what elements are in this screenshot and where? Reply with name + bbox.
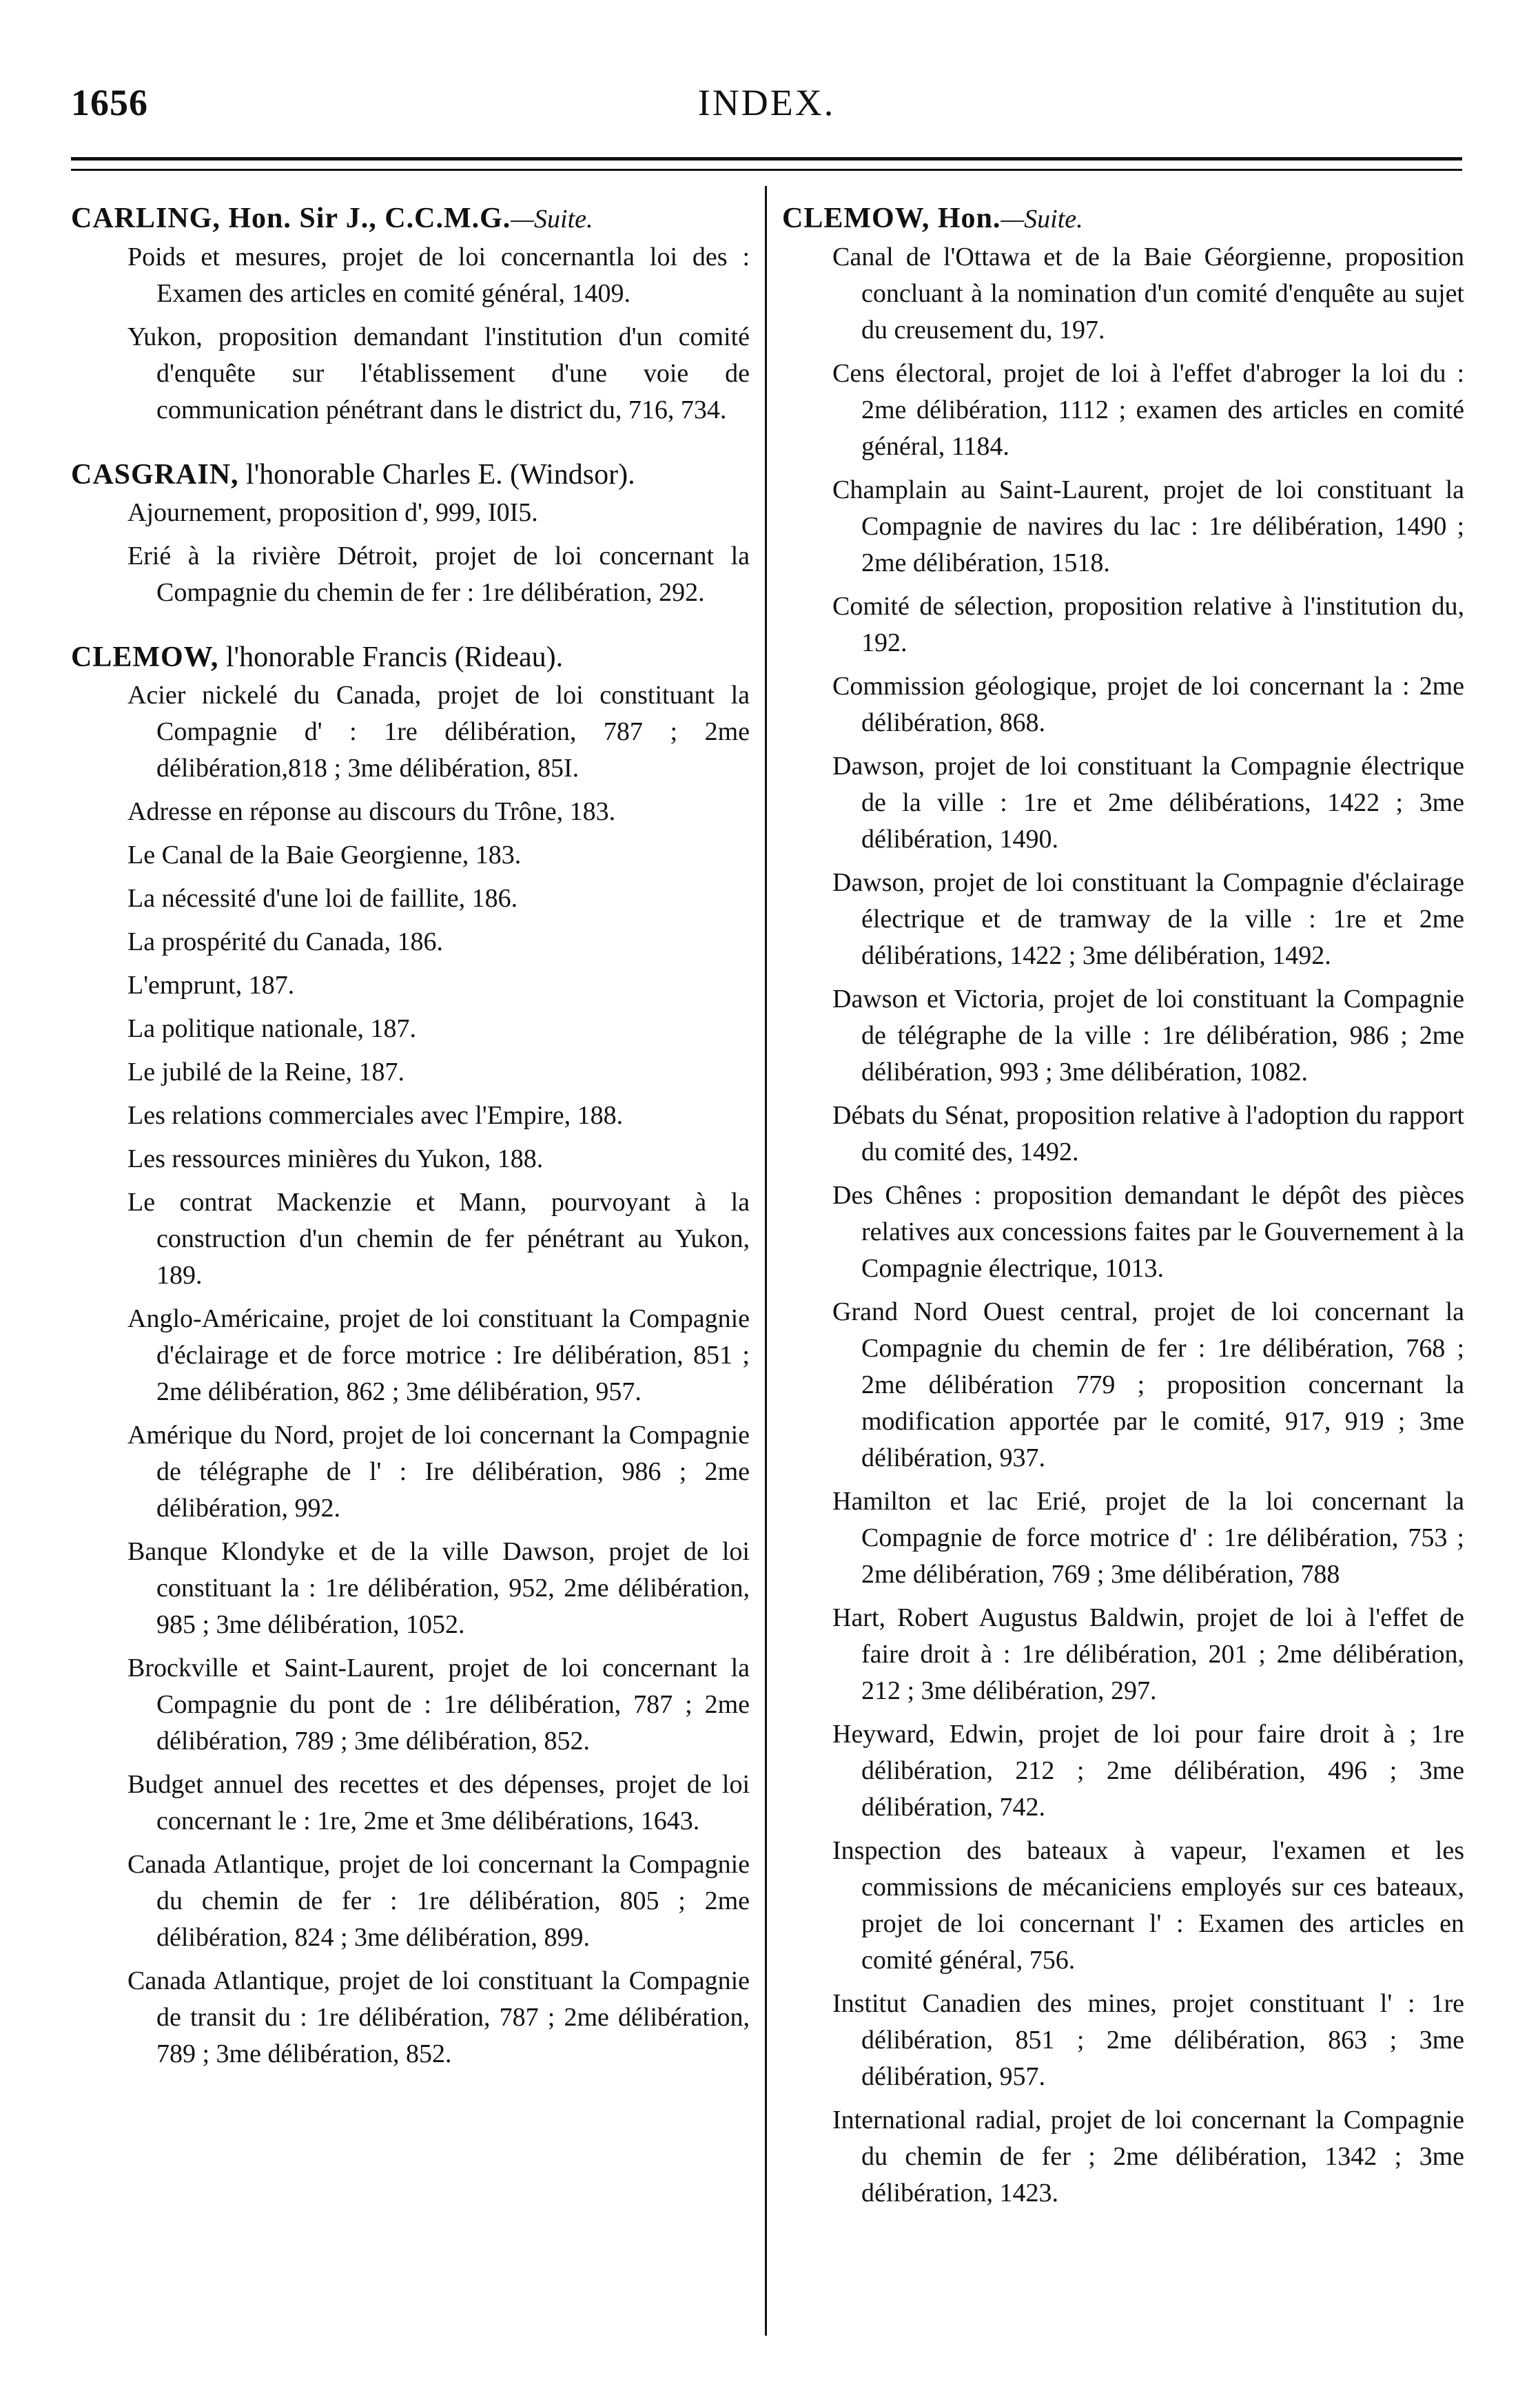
index-entry: Budget annuel des recettes et des dépenses, projet de loi concernant le : 1re, 2me et 3me délibérations, 1643. xyxy=(127,1770,750,1835)
section-heading xyxy=(782,200,1464,238)
index-entry: Brockville et Saint-Laurent, projet de loi concernant la Compagnie du pont de : 1re délibération, 787 ; 2me délibération, 789 ; 3me délibération, 852. xyxy=(127,1654,750,1756)
member-name: CLEMOW, xyxy=(71,641,219,673)
index-entry: Hamilton et lac Erié, projet de la loi concernant la Compagnie de force motrice d' : 1re délibération, 753 ; 2me délibération, 769 ; 3me délibération, 788 xyxy=(832,1487,1464,1589)
index-entry: Erié à la rivière Détroit, projet de loi concernant la Compagnie du chemin de fer : 1re délibération, 292. xyxy=(127,542,750,607)
heading-suffix: l'honorable Francis (Rideau). xyxy=(218,641,564,673)
section-heading xyxy=(71,456,750,493)
page-header xyxy=(71,81,1462,136)
index-section xyxy=(71,456,750,611)
index-entry: International radial, projet de loi concernant la Compagnie du chemin de fer ; 2me délibération, 1342 ; 3me délibération, 1423. xyxy=(832,2106,1464,2208)
index-section xyxy=(71,639,750,2072)
index-entry: Le jubilé de la Reine, 187. xyxy=(127,1058,405,1087)
member-name: CASGRAIN, xyxy=(71,459,239,491)
left-column xyxy=(71,200,750,2100)
index-entry: Le contrat Mackenzie et Mann, pourvoyant à la construction d'un chemin de fer pénétrant au Yukon, 189. xyxy=(127,1188,750,1290)
index-entry: Débats du Sénat, proposition relative à l'adoption du rapport du comité des, 1492. xyxy=(832,1101,1464,1166)
index-entry: La politique nationale, 187. xyxy=(127,1014,416,1043)
index-entry: Canada Atlantique, projet de loi concernant la Compagnie du chemin de fer : 1re délibération, 805 ; 2me délibération, 824 ; 3me délibération, 899. xyxy=(127,1850,750,1952)
index-entry: Banque Klondyke et de la ville Dawson, projet de loi constituant la : 1re délibération, 952, 2me délibération, 985 ; 3me délibération, 1052. xyxy=(127,1537,750,1639)
index-entry: L'emprunt, 187. xyxy=(127,971,295,1000)
index-entry: Des Chênes : proposition demandant le dépôt des pièces relatives aux concessions faites par le Gouvernement à la Compagnie électrique, 1013. xyxy=(832,1181,1464,1283)
index-entry: Acier nickelé du Canada, projet de loi constituant la Compagnie d' : 1re délibération, 787 ; 2me délibération,818 ; 3me délibération, 85I. xyxy=(127,681,750,783)
index-entry: Grand Nord Ouest central, projet de loi concernant la Compagnie du chemin de fer : 1re délibération, 768 ; 2me délibération 779 ; proposition concernant la modification apportée par le comité, 917, 919 ; 3me délibération, 937. xyxy=(832,1297,1464,1472)
index-entry: Institut Canadien des mines, projet constituant l' : 1re délibération, 851 ; 2me délibération, 863 ; 3me délibération, 957. xyxy=(832,1989,1464,2091)
index-entry: Canada Atlantique, projet de loi constituant la Compagnie de transit du : 1re délibération, 787 ; 2me délibération, 789 ; 3me délibération, 852. xyxy=(127,1966,750,2068)
index-entry: Heyward, Edwin, projet de loi pour faire droit à ; 1re délibération, 212 ; 2me délibération, 496 ; 3me délibération, 742. xyxy=(832,1720,1464,1822)
heading-suffix: —Suite. xyxy=(511,205,593,234)
index-entry: Le Canal de la Baie Georgienne, 183. xyxy=(127,841,522,869)
index-entry: Les relations commerciales avec l'Empire, 188. xyxy=(127,1101,624,1130)
header-rule-thin xyxy=(71,169,1462,171)
heading-suffix: l'honorable Charles E. (Windsor). xyxy=(238,459,635,491)
index-entry: Cens électoral, projet de loi à l'effet d'abroger la loi du : 2me délibération, 1112 ; examen des articles en comité général, 1184. xyxy=(832,359,1464,461)
index-entry: Amérique du Nord, projet de loi concernant la Compagnie de télégraphe de l' : Ire délibération, 986 ; 2me délibération, 992. xyxy=(127,1421,750,1523)
page-number: 1656 xyxy=(71,82,148,123)
index-entry: Champlain au Saint-Laurent, projet de loi constituant la Compagnie de navires du lac : 1re délibération, 1490 ; 2me délibération, 1518. xyxy=(832,475,1464,577)
index-section xyxy=(71,200,750,429)
index-entry: Ajournement, proposition d', 999, I0I5. xyxy=(127,498,538,527)
member-name: CLEMOW, Hon. xyxy=(782,203,1001,234)
section-heading xyxy=(71,200,750,238)
index-entry: Comité de sélection, proposition relative à l'institution du, 192. xyxy=(832,592,1464,657)
running-title: INDEX. xyxy=(697,82,836,123)
heading-suffix: —Suite. xyxy=(1001,205,1083,234)
index-entry: Dawson, projet de loi constituant la Compagnie électrique de la ville : 1re et 2me délibérations, 1422 ; 3me délibération, 1490. xyxy=(832,752,1464,854)
index-entry: Yukon, proposition demandant l'institution d'un comité d'enquête sur l'établissement d'une voie de communication pénétrant dans le district du, 716, 734. xyxy=(127,322,750,424)
index-entry: Anglo-Américaine, projet de loi constituant la Compagnie d'éclairage et de force motrice : Ire délibération, 851 ; 2me délibération, 862 ; 3me délibération, 957. xyxy=(127,1304,750,1406)
index-entry: La prospérité du Canada, 186. xyxy=(127,927,443,956)
index-entry: Poids et mesures, projet de loi concernantla loi des : Examen des articles en comité général, 1409. xyxy=(127,243,750,308)
index-entry: Canal de l'Ottawa et de la Baie Géorgienne, proposition concluant à la nomination d'un comité d'enquête au sujet du creusement du, 197. xyxy=(832,243,1464,344)
index-entry: La nécessité d'une loi de faillite, 186. xyxy=(127,884,518,913)
index-entry: Inspection des bateaux à vapeur, l'examen et les commissions de mécaniciens employés sur ces bateaux, projet de loi concernant l' : Examen des articles en comité général, 756. xyxy=(832,1836,1464,1975)
index-entry: Dawson et Victoria, projet de loi constituant la Compagnie de télégraphe de la ville : 1re délibération, 986 ; 2me délibération, 993 ; 3me délibération, 1082. xyxy=(832,985,1464,1087)
right-column xyxy=(782,200,1464,2239)
index-entry: Adresse en réponse au discours du Trône, 183. xyxy=(127,797,616,826)
index-entry: Dawson, projet de loi constituant la Compagnie d'éclairage électrique et de tramway de la ville : 1re et 2me délibérations, 1422 ; 3me délibération, 1492. xyxy=(832,868,1464,970)
section-heading xyxy=(71,639,750,676)
column-divider xyxy=(765,186,767,2336)
member-name: CARLING, Hon. Sir J., C.C.M.G. xyxy=(71,203,511,234)
index-section xyxy=(782,200,1464,2212)
index-entry: Les ressources minières du Yukon, 188. xyxy=(127,1144,544,1173)
header-rule-thick xyxy=(71,157,1462,161)
index-entry: Hart, Robert Augustus Baldwin, projet de loi à l'effet de faire droit à : 1re délibération, 201 ; 2me délibération, 212 ; 3me délibération, 297. xyxy=(832,1603,1464,1705)
index-entry: Commission géologique, projet de loi concernant la : 2me délibération, 868. xyxy=(832,672,1464,737)
